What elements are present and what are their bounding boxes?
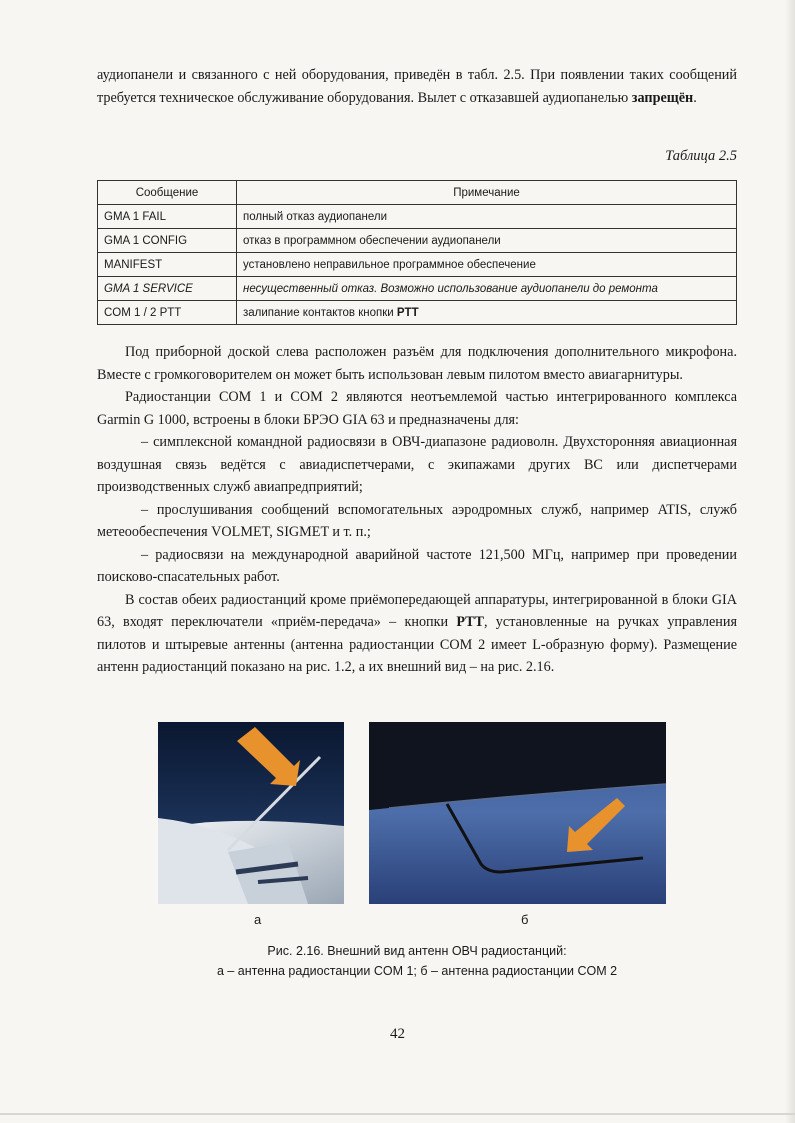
figure-caption-line2: а – антенна радиостанции COM 1; б – антенна радиостанции COM 2 bbox=[216, 964, 618, 978]
photo-com2-antenna bbox=[369, 722, 666, 904]
table-row bbox=[98, 253, 737, 277]
messages-table bbox=[97, 180, 737, 325]
photo-com1-antenna bbox=[158, 722, 344, 904]
paragraph-microphone: Под приборной доской слева расположен разъём для подключения дополнительного микрофона. Вместе с громкоговорителем он может быть использован левым пилотом вместо авиагарнитуры. bbox=[97, 344, 737, 383]
list-item: – симплексной командной радиосвязи в ОВЧ-диапазоне радиоволн. Двухсторонняя авиационная воздушная связь ведётся с авиадиспетчерами, с экипажами других ВС или диспетчерами производственных служб авиапредприятий; bbox=[97, 434, 737, 495]
paragraph-composition bbox=[97, 589, 737, 679]
table-header-message: Сообщение bbox=[98, 181, 237, 205]
table-caption: Таблица 2.5 bbox=[665, 148, 737, 164]
figure-photos bbox=[0, 722, 795, 922]
page-edge-shadow bbox=[785, 0, 795, 1123]
table-cell-note: установлено неправильное программное обеспечение bbox=[237, 253, 737, 277]
figure-label-b: б bbox=[521, 912, 529, 927]
table-cell-message: GMA 1 FAIL bbox=[98, 205, 237, 229]
table-cell-note: несущественный отказ. Возможно использование аудиопанели до ремонта bbox=[237, 277, 737, 301]
body-text bbox=[97, 341, 737, 679]
intro-paragraph bbox=[97, 64, 737, 109]
table-cell-message: COM 1 / 2 PTT bbox=[98, 301, 237, 325]
paragraph-radios: Радиостанции COM 1 и COM 2 являются неотъемлемой частью интегрированного комплекса Garmin G 1000, встроены в блоки БРЭО GIA 63 и предназначены для: bbox=[97, 389, 737, 428]
intro-bold: запрещён bbox=[631, 89, 694, 106]
intro-text: аудиопанели и связанного с ней оборудования, приведён в табл. 2.5. При появлении таких сообщений требуется техническое обслуживание оборудования. Вылет с отказавшей аудиопанелью bbox=[97, 67, 737, 106]
table-cell-note-bold: PTT bbox=[396, 306, 419, 319]
table-cell-note: полный отказ аудиопанели bbox=[237, 205, 737, 229]
paragraph-composition-a: В состав обеих радиостанций кроме приёмопередающей аппаратуры, интегрированной в блоки GIA 63, входят переключатели «приём-передача» – кнопки bbox=[97, 591, 737, 630]
paragraph-composition-bold: PTT bbox=[456, 614, 484, 630]
figure-caption bbox=[97, 941, 737, 981]
page-bottom-edge bbox=[0, 1113, 795, 1115]
table-cell-message: MANIFEST bbox=[98, 253, 237, 277]
table-row bbox=[98, 229, 737, 253]
figure-label-a: а bbox=[254, 912, 262, 927]
intro-end: . bbox=[693, 89, 697, 106]
table-row bbox=[98, 205, 737, 229]
table-cell-message: GMA 1 SERVICE bbox=[98, 277, 237, 301]
figure-caption-line1: Рис. 2.16. Внешний вид антенн ОВЧ радиостанций: bbox=[267, 944, 567, 958]
list-item: – радиосвязи на международной аварийной частоте 121,500 МГц, например при проведении поисково-спасательных работ. bbox=[97, 546, 737, 585]
table-row bbox=[98, 277, 737, 301]
list-item: – прослушивания сообщений вспомогательных аэродромных служб, например ATIS, служб метеообеспечения VOLMET, SIGMET и т. п.; bbox=[97, 501, 737, 540]
table-cell-note: отказ в программном обеспечении аудиопанели bbox=[237, 229, 737, 253]
paragraph-composition-b: , установленные на ручках управления пилотов и штыревые антенны (антенна радиостанции COM 2 имеет L-образную форму). Размещение антенн радиостанций показано на рис. 1.2, а их внешний вид – на рис. 2.16. bbox=[97, 614, 737, 675]
table-cell-message: GMA 1 CONFIG bbox=[98, 229, 237, 253]
table-cell-note bbox=[237, 301, 737, 325]
table-row bbox=[98, 301, 737, 325]
table-header-row bbox=[98, 181, 737, 205]
table-cell-note-text: залипание контактов кнопки bbox=[243, 306, 397, 319]
table-header-note: Примечание bbox=[237, 181, 737, 205]
page-number: 42 bbox=[390, 1026, 405, 1042]
